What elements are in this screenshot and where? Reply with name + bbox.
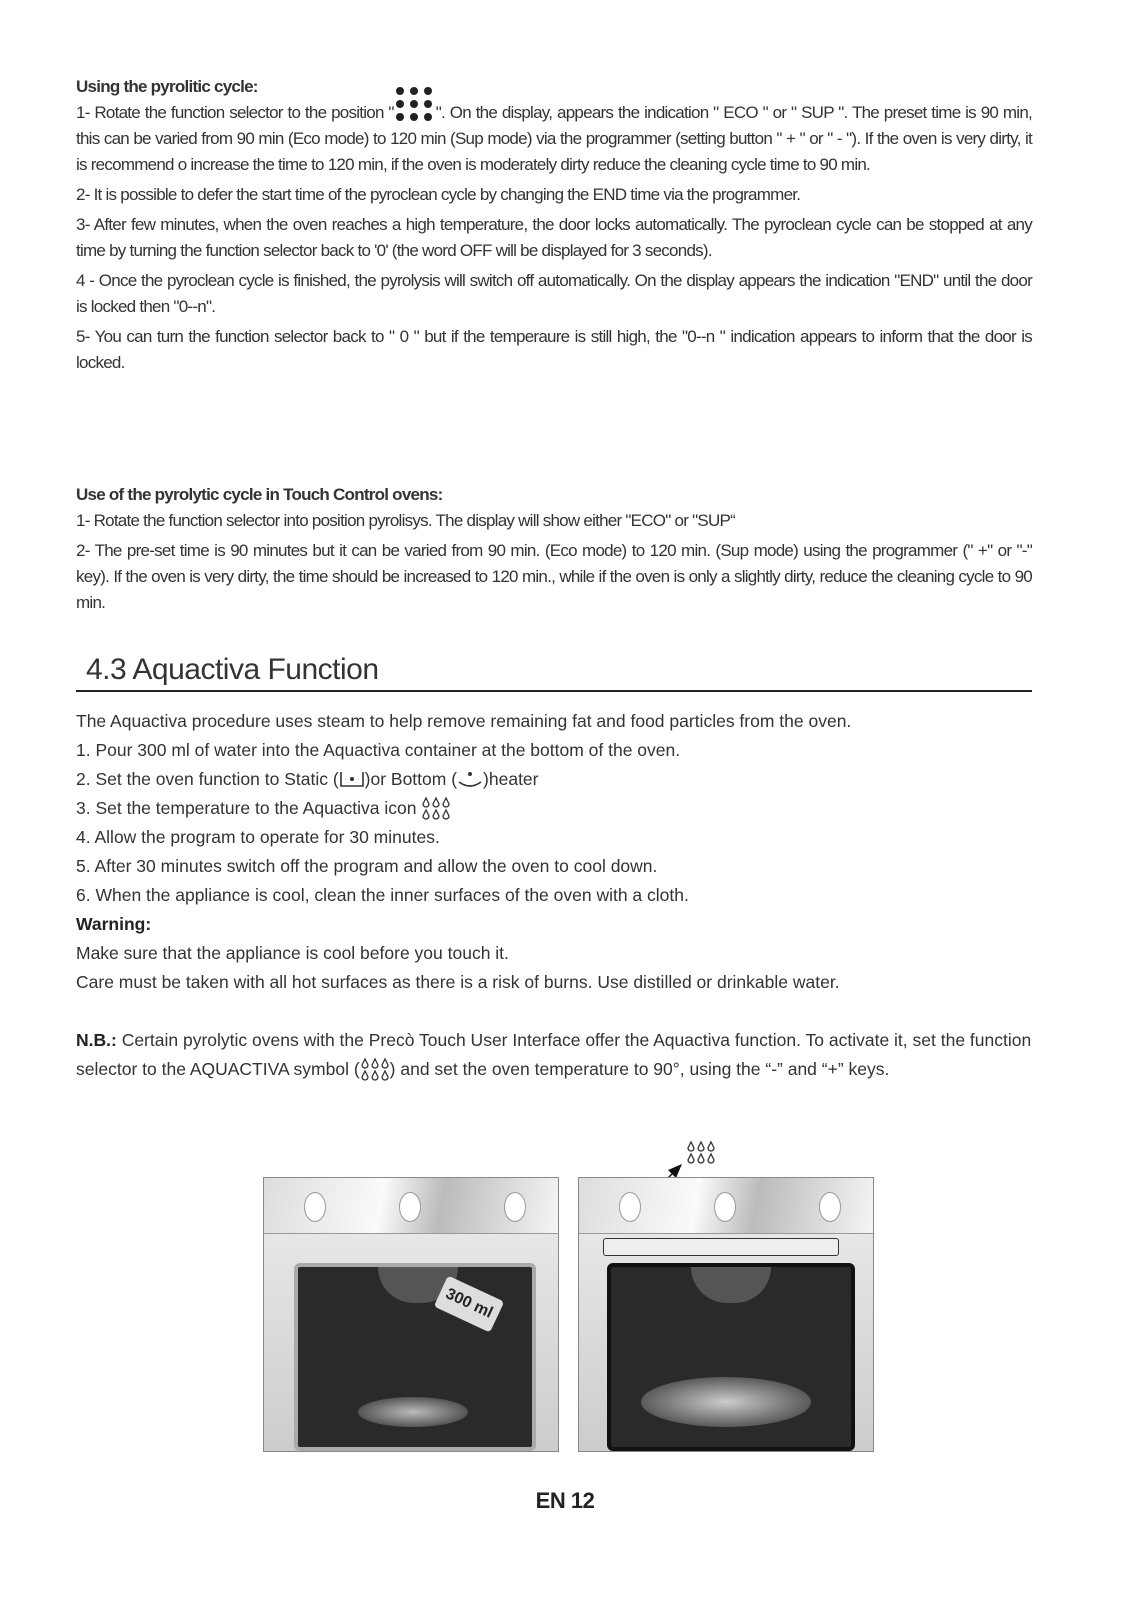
intro: The Aquactiva procedure uses steam to help remove remaining fat and food particles from the oven. [76,711,852,731]
touch-control-section [76,482,1032,620]
nb-label: N.B.: [76,1030,117,1050]
text: ". On the display, appears the indication " ECO " or " SUP ". The preset time is 90 min, this can be varied from 90 min (Eco mode) to 120 min (Sup mode) via the programmer (setting button " + " or " - "). If the oven is very dirty, it is recommend o increase the time to 120 min, if the oven is moderately dirty reduce the cleaning cycle time to 90 min. [76,103,1032,174]
measuring-jug-label: 300 ml [434,1276,504,1333]
text: 2. Set the oven function to Static ( [76,769,339,789]
warning-text: Care must be taken with all hot surfaces as there is a risk of burns. Use distilled or drinkable water. [76,972,840,992]
warning-text: Make sure that the appliance is cool before you touch it. [76,943,509,963]
oven-cavity [294,1263,536,1451]
oven-illustration-pouring [263,1177,559,1452]
control-panel [579,1178,873,1234]
text: ) and set the oven temperature to 90°, using the “-” and “+” keys. [389,1059,890,1079]
step [76,794,1046,823]
door-handle [603,1238,839,1256]
paragraph: 2- It is possible to defer the start time of the pyroclean cycle by changing the END time via the programmer. [76,185,801,204]
paragraph [76,100,1032,178]
step [76,765,1046,794]
text: )heater [483,769,539,789]
oven-illustration-steam [578,1177,874,1452]
step: 4. Allow the program to operate for 30 minutes. [76,827,440,847]
aquactiva-drops-icon [360,1057,390,1083]
section-heading: Using the pyrolitic cycle: [76,77,258,96]
static-heater-icon [339,768,365,792]
paragraph: 5- You can turn the function selector back to " 0 " but if the temperaure is still high, the "0--n " indication appears to inform that the door is locked. [76,327,1032,372]
pyrolitic-section [76,74,1032,380]
text: 3. Set the temperature to the Aquactiva icon [76,798,417,818]
aquactiva-section [76,707,1046,1084]
aquactiva-drops-icon [421,796,451,822]
text: 1- Rotate the function selector to the position " [76,103,394,122]
text: Certain pyrolytic ovens with the Precò Touch User Interface offer the Aquactiva function. To activate it, set the function selector to the AQUACTIVA symbol ( [76,1030,1032,1079]
paragraph: 4 - Once the pyroclean cycle is finished, the pyrolysis will switch off automatically. On the display appears the indication "END" until the door is locked then "0--n". [76,271,1032,316]
control-panel [264,1178,558,1234]
bottom-heater-icon [457,768,483,792]
paragraph: 1- Rotate the function selector into position pyrolisys. The display will show either "ECO" or "SUP“ [76,511,735,530]
oven-cavity [607,1263,855,1451]
step: 6. When the appliance is cool, clean the inner surfaces of the oven with a cloth. [76,885,689,905]
paragraph: 2- The pre-set time is 90 minutes but it can be varied from 90 min. (Eco mode) to 120 min. (Sup mode) using the programmer (" +" or "-" key). If the oven is very dirty, the time should be increased to 120 min., while if the oven is only a slightly dirty, reduce the cleaning cycle to 90 min. [76,541,1032,612]
aquactiva-drops-icon [686,1140,716,1171]
page-number: EN 12 [535,1488,595,1513]
paragraph: 3- After few minutes, when the oven reaches a high temperature, the door locks automatically. The pyroclean cycle can be stopped at any time by turning the function selector back to '0' (the word OFF will be displayed for 3 seconds). [76,215,1032,260]
section-heading: Use of the pyrolytic cycle in Touch Control ovens: [76,485,443,504]
warning-label: Warning: [76,914,152,934]
nb-note [76,1026,1046,1084]
pyrolysis-dots-icon [394,97,436,115]
text: )or Bottom ( [364,769,458,789]
aquactiva-title: 4.3 Aquactiva Function [76,650,1032,692]
step: 1. Pour 300 ml of water into the Aquactiva container at the bottom of the oven. [76,740,681,760]
step: 5. After 30 minutes switch off the program and allow the oven to cool down. [76,856,658,876]
